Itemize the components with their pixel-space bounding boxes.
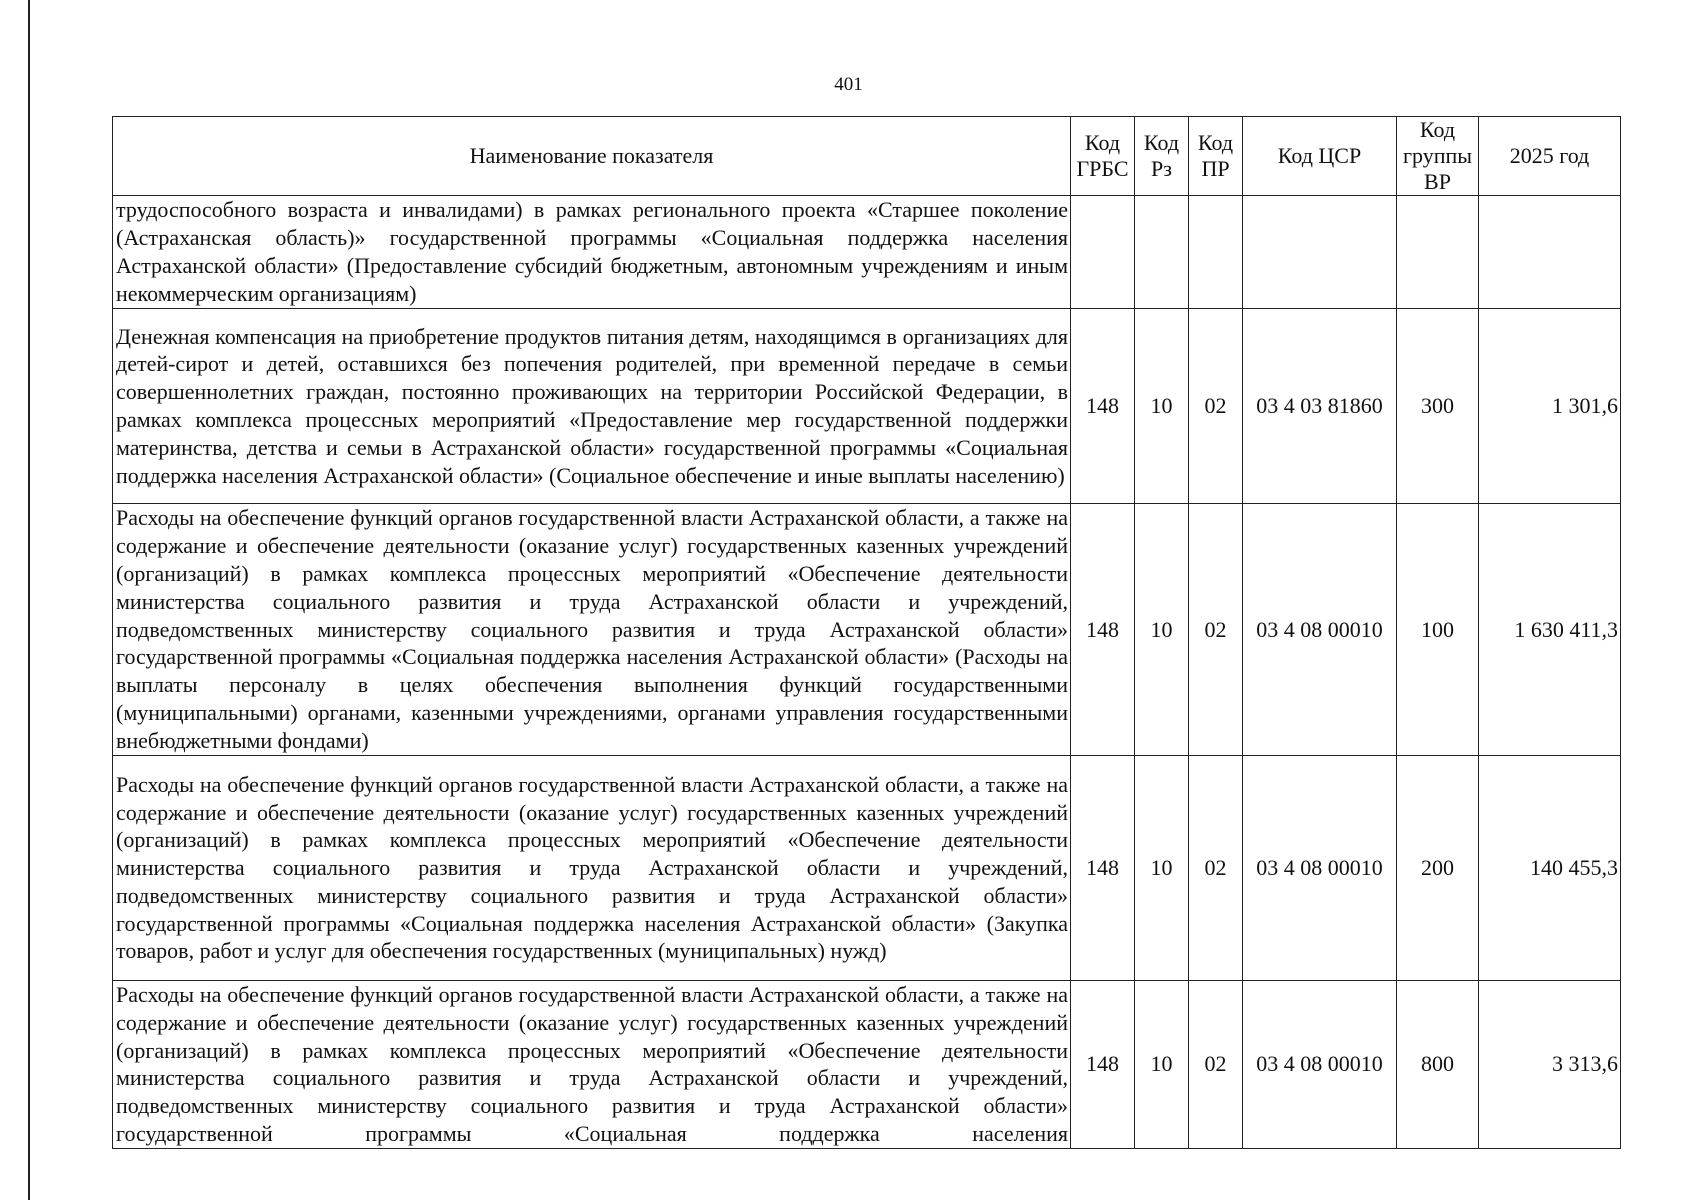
header-pr: Код ПР bbox=[1189, 117, 1243, 196]
row-pr: 02 bbox=[1189, 504, 1243, 756]
table-row bbox=[113, 981, 1621, 1149]
page-number: 401 bbox=[834, 74, 863, 95]
row-amount: 3 313,6 bbox=[1479, 981, 1621, 1149]
table-row bbox=[113, 196, 1621, 309]
row-name: Расходы на обеспечение функций органов государственной власти Астраханской области, а также на содержание и обеспечение деятельности (оказание услуг) государственных казенных учреждений (организаций) в рамках комплекса процессных мероприятий «Обеспечение деятельности министерства социального развития и труда Астраханской области и учреждений, подведомственных министерству социального развития и труда Астраханской области» государственной программы «Социальная поддержка населения Астраханской области» (Закупка товаров, работ и услуг для обеспечения государственных (муниципальных) нужд) bbox=[113, 756, 1071, 981]
header-vr: Код группы ВР bbox=[1397, 117, 1479, 196]
row-vr: 800 bbox=[1397, 981, 1479, 1149]
table-header-row bbox=[113, 117, 1621, 196]
row-grbs: 148 bbox=[1071, 309, 1135, 504]
row-name: Расходы на обеспечение функций органов государственной власти Астраханской области, а также на содержание и обеспечение деятельности (оказание услуг) государственных казенных учреждений (организаций) в рамках комплекса процессных мероприятий «Обеспечение деятельности министерства социального развития и труда Астраханской области и учреждений, подведомственных министерству социального развития и труда Астраханской области» государственной программы «Социальная поддержка населения Астраханской области» (Расходы на выплаты персоналу в целях обеспечения выполнения функций государственными (муниципальными) органами, казенными учреждениями, органами управления государственными внебюджетными фондами) bbox=[113, 504, 1071, 756]
row-amount: 1 301,6 bbox=[1479, 309, 1621, 504]
row-pr: 02 bbox=[1189, 756, 1243, 981]
header-csr: Код ЦСР bbox=[1243, 117, 1397, 196]
header-name: Наименование показателя bbox=[113, 117, 1071, 196]
row-csr: 03 4 03 81860 bbox=[1243, 309, 1397, 504]
row-vr: 100 bbox=[1397, 504, 1479, 756]
row-grbs: 148 bbox=[1071, 981, 1135, 1149]
row-amount: 140 455,3 bbox=[1479, 756, 1621, 981]
row-vr: 300 bbox=[1397, 309, 1479, 504]
row-grbs: 148 bbox=[1071, 756, 1135, 981]
row-name: Расходы на обеспечение функций органов государственной власти Астраханской области, а также на содержание и обеспечение деятельности (оказание услуг) государственных казенных учреждений (организаций) в рамках комплекса процессных мероприятий «Обеспечение деятельности министерства социального развития и труда Астраханской области и учреждений, подведомственных министерству социального развития и труда Астраханской области» государственной программы «Социальная поддержка населения bbox=[113, 981, 1071, 1149]
row-name: трудоспособного возраста и инвалидами) в рамках регионального проекта «Старшее поколение (Астраханская область)» государственной программы «Социальная поддержка населения Астраханской области» (Предоставление субсидий бюджетным, автономным учреждениям и иным некоммерческим организациям) bbox=[113, 196, 1071, 309]
row-rz bbox=[1135, 196, 1189, 309]
row-rz: 10 bbox=[1135, 756, 1189, 981]
row-csr: 03 4 08 00010 bbox=[1243, 981, 1397, 1149]
row-vr bbox=[1397, 196, 1479, 309]
header-grbs: Код ГРБС bbox=[1071, 117, 1135, 196]
header-rz: Код Рз bbox=[1135, 117, 1189, 196]
budget-table bbox=[112, 116, 1621, 1149]
table-row bbox=[113, 756, 1621, 981]
row-rz: 10 bbox=[1135, 981, 1189, 1149]
row-csr: 03 4 08 00010 bbox=[1243, 504, 1397, 756]
header-year: 2025 год bbox=[1479, 117, 1621, 196]
row-rz: 10 bbox=[1135, 504, 1189, 756]
binding-margin-line bbox=[28, 0, 30, 1200]
row-rz: 10 bbox=[1135, 309, 1189, 504]
row-pr bbox=[1189, 196, 1243, 309]
row-csr: 03 4 08 00010 bbox=[1243, 756, 1397, 981]
row-amount bbox=[1479, 196, 1621, 309]
table-row bbox=[113, 504, 1621, 756]
row-pr: 02 bbox=[1189, 981, 1243, 1149]
row-csr bbox=[1243, 196, 1397, 309]
row-amount: 1 630 411,3 bbox=[1479, 504, 1621, 756]
row-name: Денежная компенсация на приобретение продуктов питания детям, находящимся в организациях для детей-сирот и детей, оставшихся без попечения родителей, при временной передаче в семьи совершеннолетних граждан, постоянно проживающих на территории Российской Федерации, в рамках комплекса процессных мероприятий «Предоставление мер государственной поддержки материнства, детства и семьи в Астраханской области» государственной программы «Социальная поддержка населения Астраханской области» (Социальное обеспечение и иные выплаты населению) bbox=[113, 309, 1071, 504]
row-grbs bbox=[1071, 196, 1135, 309]
table-row bbox=[113, 309, 1621, 504]
row-vr: 200 bbox=[1397, 756, 1479, 981]
row-pr: 02 bbox=[1189, 309, 1243, 504]
row-grbs: 148 bbox=[1071, 504, 1135, 756]
